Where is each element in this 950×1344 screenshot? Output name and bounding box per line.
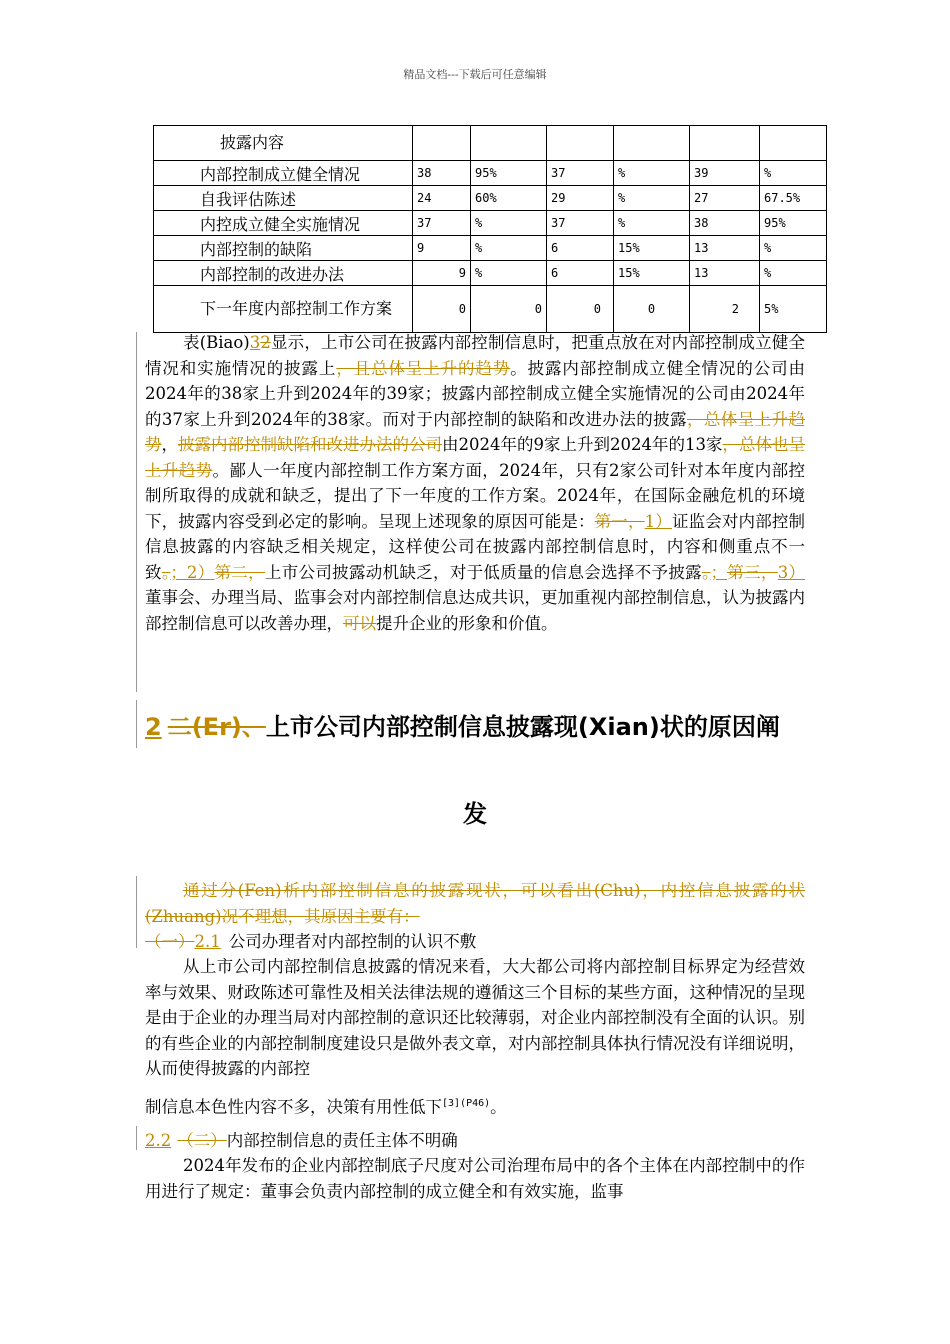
deleted-text: （二） <box>177 1131 227 1150</box>
table-cell: % <box>614 186 690 211</box>
table-cell: 13 <box>690 261 760 286</box>
table-cell: 60% <box>471 186 547 211</box>
table-header-row <box>154 126 827 161</box>
body-paragraph-2-1-tail: 制信息本色性内容不多，决策有用性低下$^{[3](P46)}$。 <box>145 1097 507 1117</box>
table-cell: 0 <box>413 286 471 333</box>
deleted-text: ，且总体呈上升的趋势 <box>336 358 511 378</box>
table-row <box>154 161 827 186</box>
table-cell: % <box>471 236 547 261</box>
inserted-text: ； <box>710 562 727 582</box>
change-bar <box>136 332 137 692</box>
deleted-text: 。 <box>161 562 171 582</box>
table-cell: 9 <box>413 261 471 286</box>
deleted-paragraph: 通过分(Fen)析内部控制信息的披露现状，可以看出(Chu)，内控信息披露的状(Zhuang)况不理想，其原因主要有： <box>145 881 805 926</box>
table-header-label: 披露内容 <box>154 126 413 161</box>
change-bar <box>136 876 137 948</box>
deleted-text: 2 <box>260 333 271 352</box>
body-paragraph-2-2: 2024年发布的企业内部控制底子尺度对公司治理布局中的各个主体在内部控制中的作用进行了规定：董事会负责内部控制的成立健全和有效实施，监事 <box>145 1156 805 1201</box>
table-cell: % <box>614 211 690 236</box>
change-bar <box>136 1126 137 1150</box>
table-row <box>154 211 827 236</box>
table-row <box>154 186 827 211</box>
table-cell: 39 <box>690 161 760 186</box>
heading-text: 上市公司内部控制信息披露现(Xian)状的原因阐 <box>265 713 780 741</box>
citation-ref: [3](P46) <box>442 1098 491 1109</box>
inserted-text: 2 <box>145 713 162 741</box>
change-bar <box>136 700 137 748</box>
section-heading-2-1 <box>145 929 805 954</box>
table-row <box>154 236 827 261</box>
deleted-text: （一） <box>145 932 195 951</box>
row-label: 自我评估陈述 <box>154 186 413 211</box>
row-label: 内控成立健全实施情况 <box>154 211 413 236</box>
deleted-text: 二(Er)、 <box>167 713 266 741</box>
deleted-text: 可以 <box>343 613 376 633</box>
table-cell: 2 <box>690 286 760 333</box>
table-cell: 5% <box>760 286 827 333</box>
table-row <box>154 286 827 333</box>
page-header: 精品文档---下载后可任意编辑 <box>403 68 547 81</box>
table-cell: 0 <box>614 286 690 333</box>
table-cell: 0 <box>547 286 614 333</box>
table-cell: 38 <box>690 211 760 236</box>
table-cell: 9 <box>413 236 471 261</box>
table-cell: 24 <box>413 186 471 211</box>
table-cell: 0 <box>471 286 547 333</box>
table-cell: % <box>471 261 547 286</box>
table-cell: 13 <box>690 236 760 261</box>
table-cell: 95% <box>760 211 827 236</box>
table-cell: 29 <box>547 186 614 211</box>
inserted-text: ；2） <box>170 562 215 582</box>
inserted-text: 1） <box>644 511 672 531</box>
row-label: 内部控制的改进办法 <box>154 261 413 286</box>
table-cell: 27 <box>690 186 760 211</box>
deleted-text: 第三， <box>727 562 778 582</box>
table-cell: 15% <box>614 261 690 286</box>
table-cell: 37 <box>547 161 614 186</box>
table-cell: 95% <box>471 161 547 186</box>
row-label: 下一年度内部控制工作方案 <box>154 286 413 333</box>
row-label: 内部控制的缺陷 <box>154 236 413 261</box>
row-label: 内部控制成立健全情况 <box>154 161 413 186</box>
inserted-text: 2.1 <box>194 932 221 951</box>
table-cell: 37 <box>547 211 614 236</box>
inserted-text: 3） <box>777 562 806 582</box>
table-cell: % <box>760 236 827 261</box>
heading-text: 内部控制信息的责任主体不明确 <box>226 1131 458 1150</box>
body-paragraph-analysis: 表(Biao)32显示，上市公司在披露内部控制信息时，把重点放在对内部控制成立健全情况和实施情况的披露上，且总体呈上升的趋势。披露内部控制成立健全情况的公司由2024年的38家上升到2024年的39家；披露内部控制成立健全实施情况的公司由2024年的37家上升到2024年的38家。而对于内部控制的缺陷和改进办法的披露，总体呈上升趋势，披露内部控制缺陷和改进办法的公司由2024年的9家上升到2024年的13家，总体也呈上升趋势。鄙人一年度内部控制工作方案方面，2024年，只有2家公司针对本年度内部控制所取得的成就和缺乏，提出了下一年度的工作方案。2024年，在国际金融危机的环境下，披露内容受到必定的影响。呈现上述现象的原因可能是：第一，1）证监会对内部控制信息披露的内容缺乏相关规定，这样使公司在披露内部控制信息时，内容和侧重点不一致。；2）第二，上市公司披露动机缺乏，对于低质量的信息会选择不予披露。；第三，3）董事会、办理当局、监事会对内部控制信息达成共识，更加重视内部控制信息，认为披露内部控制信息可以改善办理，可以提升企业的形象和价值。 <box>145 333 806 633</box>
table-cell: 67.5% <box>760 186 827 211</box>
deleted-text: 。 <box>701 562 711 582</box>
deleted-text: ，总体呈上升趋势 <box>145 409 806 454</box>
table-row <box>154 261 827 286</box>
table-cell: 15% <box>614 236 690 261</box>
disclosure-table <box>153 125 827 333</box>
table-cell: 6 <box>547 236 614 261</box>
heading-text: 公司办理者对内部控制的认识不敷 <box>228 932 477 951</box>
section-heading-2 <box>145 708 805 746</box>
deleted-text: 披露内部控制缺陷和改进办法的公司 <box>178 435 443 454</box>
body-paragraph-2-1: 从上市公司内部控制信息披露的情况来看，大大都公司将内部控制目标界定为经营效率与效果、财政陈述可靠性及相关法律法规的遵循这三个目标的某些方面，这种情况的呈现是由于企业的办理当局对内部控制的意识还比较薄弱，对企业内部控制没有全面的认识。别的有些企业的内部控制制度建设只是做外表文章，对内部控制具体执行情况没有详细说明，从而使得披露的内部控 <box>145 957 805 1078</box>
deleted-text: 第二， <box>214 562 265 582</box>
section-heading-2-continued: 发 <box>463 800 487 828</box>
inserted-text: 2.2 <box>145 1131 172 1150</box>
table-cell: % <box>760 161 827 186</box>
section-heading-2-2 <box>145 1128 805 1153</box>
table-cell: 38 <box>413 161 471 186</box>
inserted-text: 3 <box>249 333 261 352</box>
table-cell: 37 <box>413 211 471 236</box>
table-cell: % <box>760 261 827 286</box>
table-cell: 6 <box>547 261 614 286</box>
deleted-text: 第一， <box>594 511 645 531</box>
table-cell: % <box>614 161 690 186</box>
table-cell: % <box>471 211 547 236</box>
deleted-text: ，总体也呈上升趋势 <box>145 435 806 480</box>
